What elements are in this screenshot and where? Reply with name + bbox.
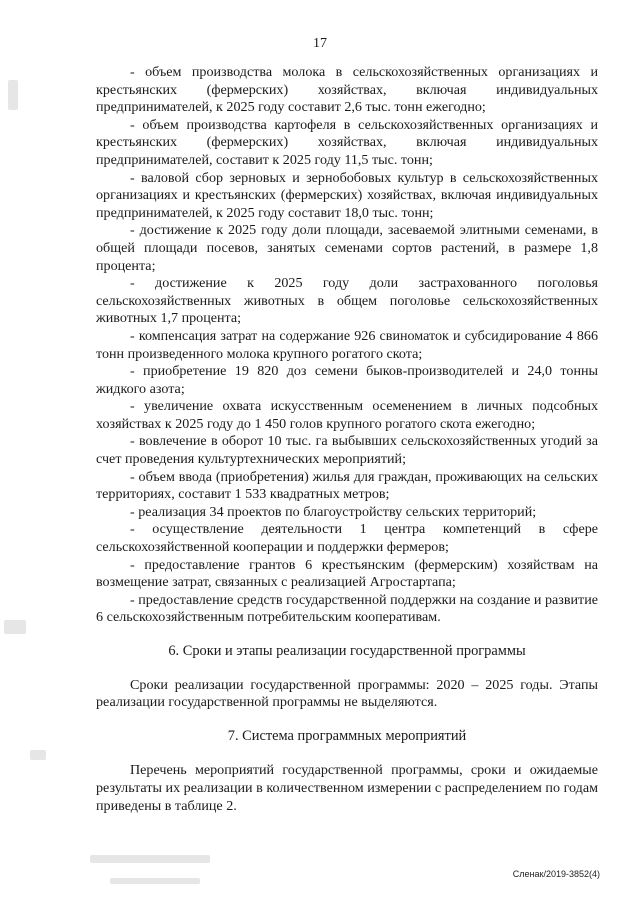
scan-artifact [30, 750, 46, 760]
list-item: - вовлечение в оборот 10 тыс. га выбывших сельскохозяйственных угодий за счет проведения культуртехнических мероприятий; [96, 433, 598, 468]
section-6-text: Сроки реализации государственной программы: 2020 – 2025 годы. Этапы реализации государственной программы не выделяются. [96, 676, 598, 711]
list-item: - объем производства молока в сельскохозяйственных организациях и крестьянских (фермерских) хозяйствах, включая индивидуальных предпринимателей, к 2025 году составит 2,6 тыс. тонн ежегодно; [96, 64, 598, 116]
section-6-heading: 6. Сроки и этапы реализации государственной программы [168, 643, 526, 659]
list-item: - объем ввода (приобретения) жилья для граждан, проживающих на сельских территориях, составит 1 533 квадратных метров; [96, 468, 598, 503]
scan-artifact [90, 855, 210, 863]
list-item: - предоставление грантов 6 крестьянским (фермерским) хозяйствам на возмещение затрат, связанных с реализацией Агростартапа; [96, 556, 598, 591]
document-body [96, 64, 598, 815]
section-7-text: Перечень мероприятий государственной программы, сроки и ожидаемые результаты их реализации в количественном измерении с распределением по годам приведены в таблице 2. [96, 762, 598, 814]
list-item: - осуществление деятельности 1 центра компетенций в сфере сельскохозяйственной кооперации и поддержки фермеров; [96, 521, 598, 556]
section-7-heading: 7. Система программных мероприятий [227, 727, 467, 744]
scan-artifact [8, 80, 18, 110]
list-item: - увеличение охвата искусственным осеменением в личных подсобных хозяйствах к 2025 году до 1 450 голов крупного рогатого скота ежегодно; [96, 398, 598, 432]
list-item: - реализация 34 проектов по благоустройству сельских территорий; [130, 503, 537, 520]
list-item: - компенсация затрат на содержание 926 свиноматок и субсидирование 4 866 тонн произведенного молока крупного рогатого скота; [96, 327, 598, 362]
scan-artifact [110, 878, 200, 884]
list-item: - объем производства картофеля в сельскохозяйственных организациях и крестьянских (фермерских) хозяйствах, включая индивидуальных предпринимателей, составит к 2025 году 11,5 тыс. тонн; [96, 116, 598, 168]
scan-artifact [4, 620, 26, 634]
document-code: Сленак/2019-3852(4) [512, 869, 600, 879]
page-number: 17 [313, 36, 327, 51]
list-item: - приобретение 19 820 доз семени быков-производителей и 24,0 тонны жидкого азота; [96, 363, 598, 397]
list-item: - валовой сбор зерновых и зернобобовых культур в сельскохозяйственных организациях и крестьянских (фермерских) хозяйствах, включая индивидуальных предпринимателей, к 2025 году составит 18,0 тыс. тонн; [96, 169, 598, 221]
list-item: - достижение к 2025 году доли площади, засеваемой элитными семенами, в общей площади посевов, занятых семенами сортов растений, в размере 1,8 процента; [96, 222, 598, 274]
list-item: - достижение к 2025 году доли застрахованного поголовья сельскохозяйственных животных в общем поголовье сельскохозяйственных животных 1,7 процента; [96, 275, 598, 327]
list-item: - предоставление средств государственной поддержки на создание и развитие 6 сельскохозяйственным потребительским кооперативам. [96, 591, 598, 626]
